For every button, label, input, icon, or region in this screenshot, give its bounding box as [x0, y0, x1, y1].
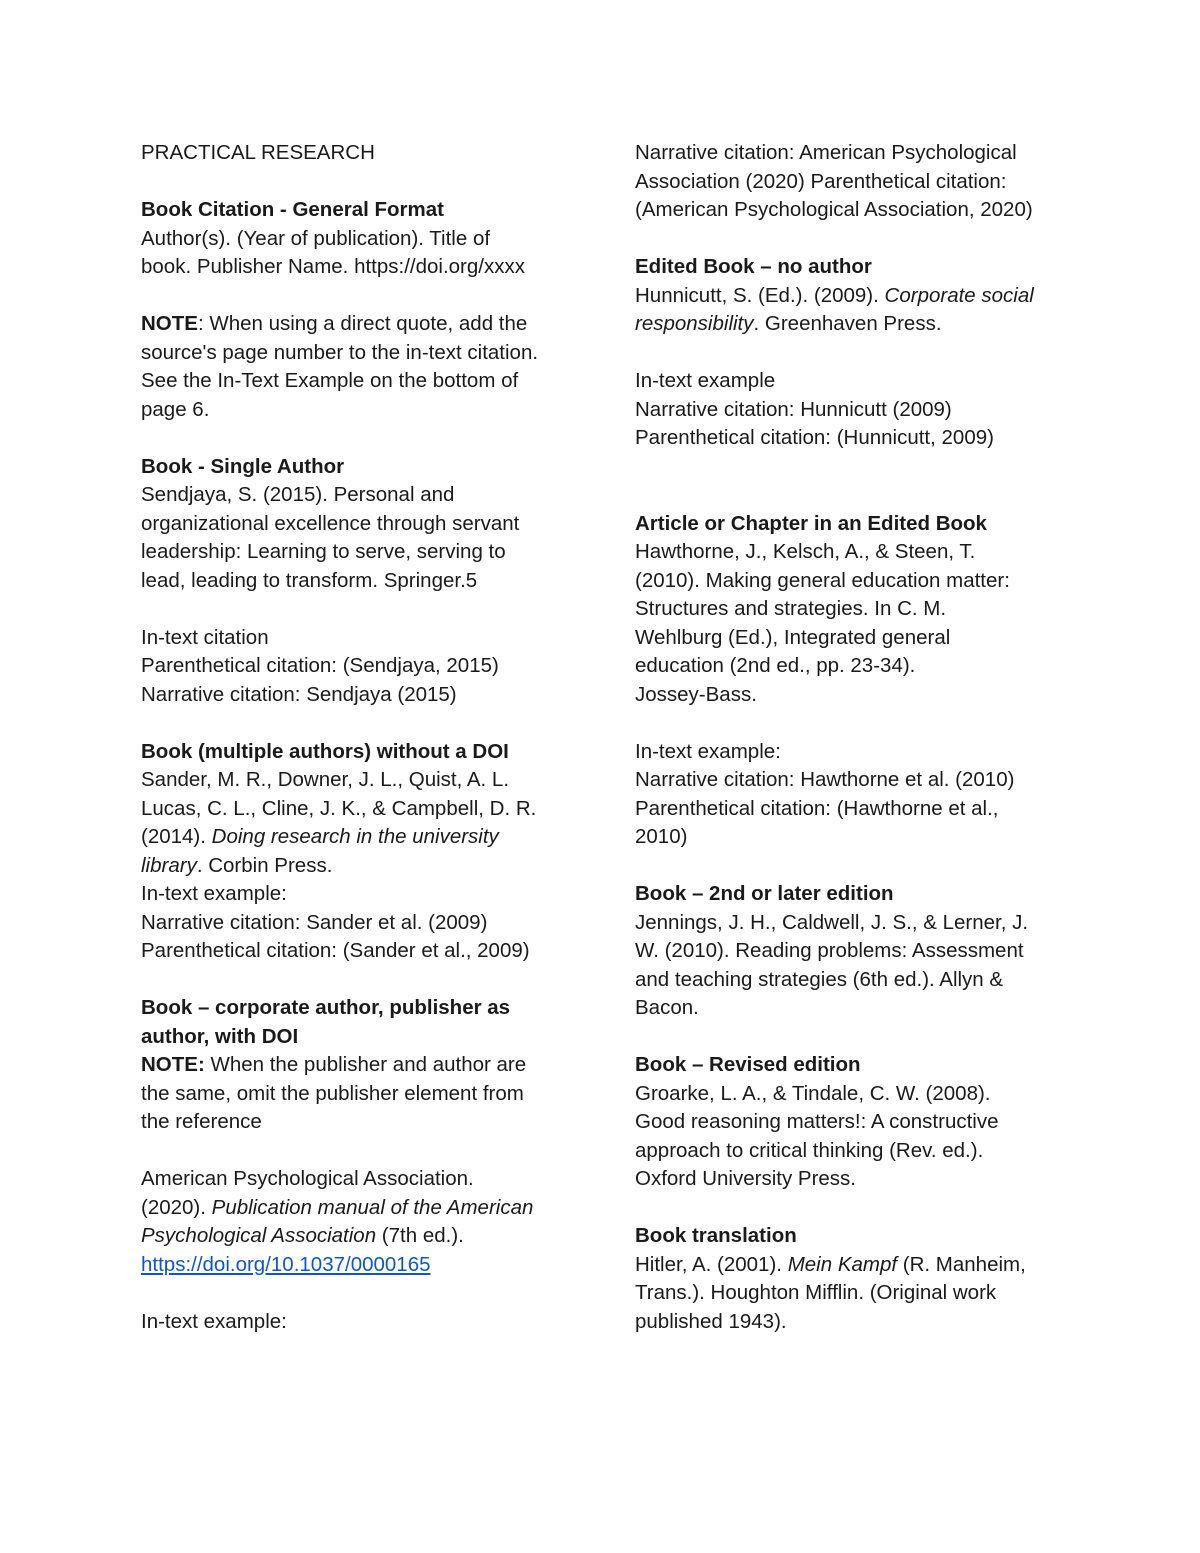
reference-line: (2010). Making general education matter: — [635, 568, 1010, 592]
note-line — [141, 1051, 581, 1080]
left-column — [141, 139, 581, 1336]
note-line: the reference — [141, 1110, 262, 1133]
note-line — [141, 310, 581, 339]
reference-title-italic: Publication manual of the American — [211, 1195, 534, 1219]
reference-line — [635, 1251, 1075, 1280]
reference-line: education (2nd ed., pp. 23-34). — [635, 654, 916, 677]
reference-author: Hunnicutt, S. (Ed.). (2009). — [635, 283, 885, 307]
reference-line: and teaching strategies (6th ed.). Allyn & — [635, 967, 1004, 991]
intext-label: In-text example: — [141, 882, 287, 905]
reference-line: Sander, M. R., Downer, J. L., Quist, A. L. — [141, 768, 510, 791]
reference-author: Hitler, A. (2001). — [635, 1252, 788, 1276]
reference-line — [141, 1194, 581, 1223]
note-line: See the In-Text Example on the bottom of — [141, 369, 519, 392]
reference-line: Jossey-Bass. — [635, 682, 757, 706]
reference-year: (2020). — [141, 1195, 212, 1219]
reference-line: W. (2010). Reading problems: Assessment — [635, 939, 1024, 962]
reference-title-italic: Psychological Association — [141, 1224, 377, 1247]
note-line: page 6. — [141, 397, 210, 421]
reference-line: Oxford University Press. — [635, 1167, 856, 1190]
reference-line: Wehlburg (Ed.), Integrated general — [635, 625, 951, 649]
reference-line: organizational excellence through servant — [141, 511, 520, 535]
intext-label: In-text citation — [141, 625, 269, 649]
reference-title-italic: Mein Kampf — [787, 1252, 898, 1276]
section-title-corporate-author: author, with DOI — [141, 1024, 299, 1048]
intext-label: In-text example: — [635, 739, 781, 763]
parenthetical-citation: Parenthetical citation: (Hunnicutt, 2009) — [635, 426, 994, 449]
reference-translator: (R. Manheim, — [897, 1252, 1026, 1276]
section-title-multiple-authors: Book (multiple authors) without a DOI — [141, 739, 509, 763]
reference-line: approach to critical thinking (Rev. ed.). — [635, 1138, 984, 1162]
parenthetical-citation: Parenthetical citation: (Sander et al., 2009) — [141, 939, 530, 962]
reference-line — [635, 310, 1075, 339]
reference-line: leadership: Learning to serve, serving to — [141, 540, 506, 563]
narrative-citation: Narrative citation: Sander et al. (2009) — [141, 910, 488, 934]
note-label: NOTE — [141, 312, 198, 335]
section-title-general-format: Book Citation - General Format — [141, 198, 444, 221]
reference-title-italic: responsibility — [635, 312, 754, 335]
note-text: : When using a direct quote, add the — [197, 312, 528, 335]
doi-link[interactable]: https://doi.org/10.1037/0000165 — [141, 1252, 431, 1276]
right-column — [635, 139, 1075, 1336]
doi-line — [141, 1251, 581, 1280]
reference-line — [141, 823, 581, 852]
document-header: PRACTICAL RESEARCH — [141, 141, 375, 164]
section-title-single-author: Book - Single Author — [141, 454, 345, 478]
reference-line: Sendjaya, S. (2015). Personal and — [141, 483, 455, 506]
parenthetical-citation: Parenthetical citation: (Hawthorne et al., — [635, 796, 999, 820]
reference-title-italic: Corporate social — [884, 283, 1034, 307]
section-title-chapter: Article or Chapter in an Edited Book — [635, 511, 987, 535]
section-title-revised-edition: Book – Revised edition — [635, 1053, 861, 1076]
reference-line: published 1943). — [635, 1309, 787, 1333]
note-label: NOTE: — [141, 1053, 205, 1076]
parenthetical-citation: Parenthetical citation: (Sendjaya, 2015) — [141, 654, 499, 677]
reference-title-italic: Doing research in the university — [211, 825, 499, 848]
note-line: the same, omit the publisher element from — [141, 1081, 524, 1105]
reference-line: Structures and strategies. In C. M. — [635, 597, 947, 620]
reference-edition: (7th ed.). — [376, 1224, 464, 1247]
reference-publisher: . Greenhaven Press. — [753, 312, 942, 335]
section-title-edited-book: Edited Book – no author — [635, 255, 872, 278]
reference-line: Trans.). Houghton Mifflin. (Original work — [635, 1281, 997, 1304]
reference-line — [141, 1222, 581, 1251]
reference-line: Bacon. — [635, 996, 699, 1019]
narrative-citation: Narrative citation: Hawthorne et al. (2010) — [635, 768, 1015, 791]
general-format-line: Author(s). (Year of publication). Title of — [141, 226, 491, 250]
reference-line: Good reasoning matters!: A constructive — [635, 1110, 999, 1133]
reference-line — [141, 852, 581, 881]
general-format-line: book. Publisher Name. https://doi.org/xxxx — [141, 255, 525, 278]
section-title-second-edition: Book – 2nd or later edition — [635, 882, 894, 905]
reference-line: Jennings, J. H., Caldwell, J. S., & Lerner, J. — [635, 910, 1029, 934]
reference-line: Groarke, L. A., & Tindale, C. W. (2008). — [635, 1081, 991, 1105]
narrative-citation: Narrative citation: Sendjaya (2015) — [141, 682, 457, 706]
reference-line: Lucas, C. L., Cline, J. K., & Campbell, D. R. — [141, 796, 537, 820]
reference-line: American Psychological Association. — [141, 1167, 474, 1190]
reference-line: Hawthorne, J., Kelsch, A., & Steen, T. — [635, 540, 976, 563]
parenthetical-citation: (American Psychological Association, 2020) — [635, 198, 1033, 221]
section-title-translation: Book translation — [635, 1224, 797, 1247]
intext-label: In-text example: — [141, 1309, 287, 1333]
reference-publisher: . Corbin Press. — [196, 853, 333, 877]
intext-label: In-text example — [635, 369, 776, 392]
note-text: When the publisher and author are — [204, 1053, 527, 1076]
narrative-citation: Narrative citation: Hunnicutt (2009) — [635, 397, 952, 421]
reference-line: lead, leading to transform. Springer.5 — [141, 568, 478, 592]
note-line: source's page number to the in-text citation. — [141, 340, 539, 364]
narrative-citation: Narrative citation: American Psychological — [635, 141, 1017, 164]
reference-title-italic: library — [141, 853, 197, 877]
parenthetical-citation: 2010) — [635, 825, 688, 848]
reference-year: (2014). — [141, 825, 212, 848]
reference-line — [635, 282, 1075, 311]
narrative-citation: Association (2020) Parenthetical citation: — [635, 169, 1007, 193]
section-title-corporate-author: Book – corporate author, publisher as — [141, 996, 511, 1019]
